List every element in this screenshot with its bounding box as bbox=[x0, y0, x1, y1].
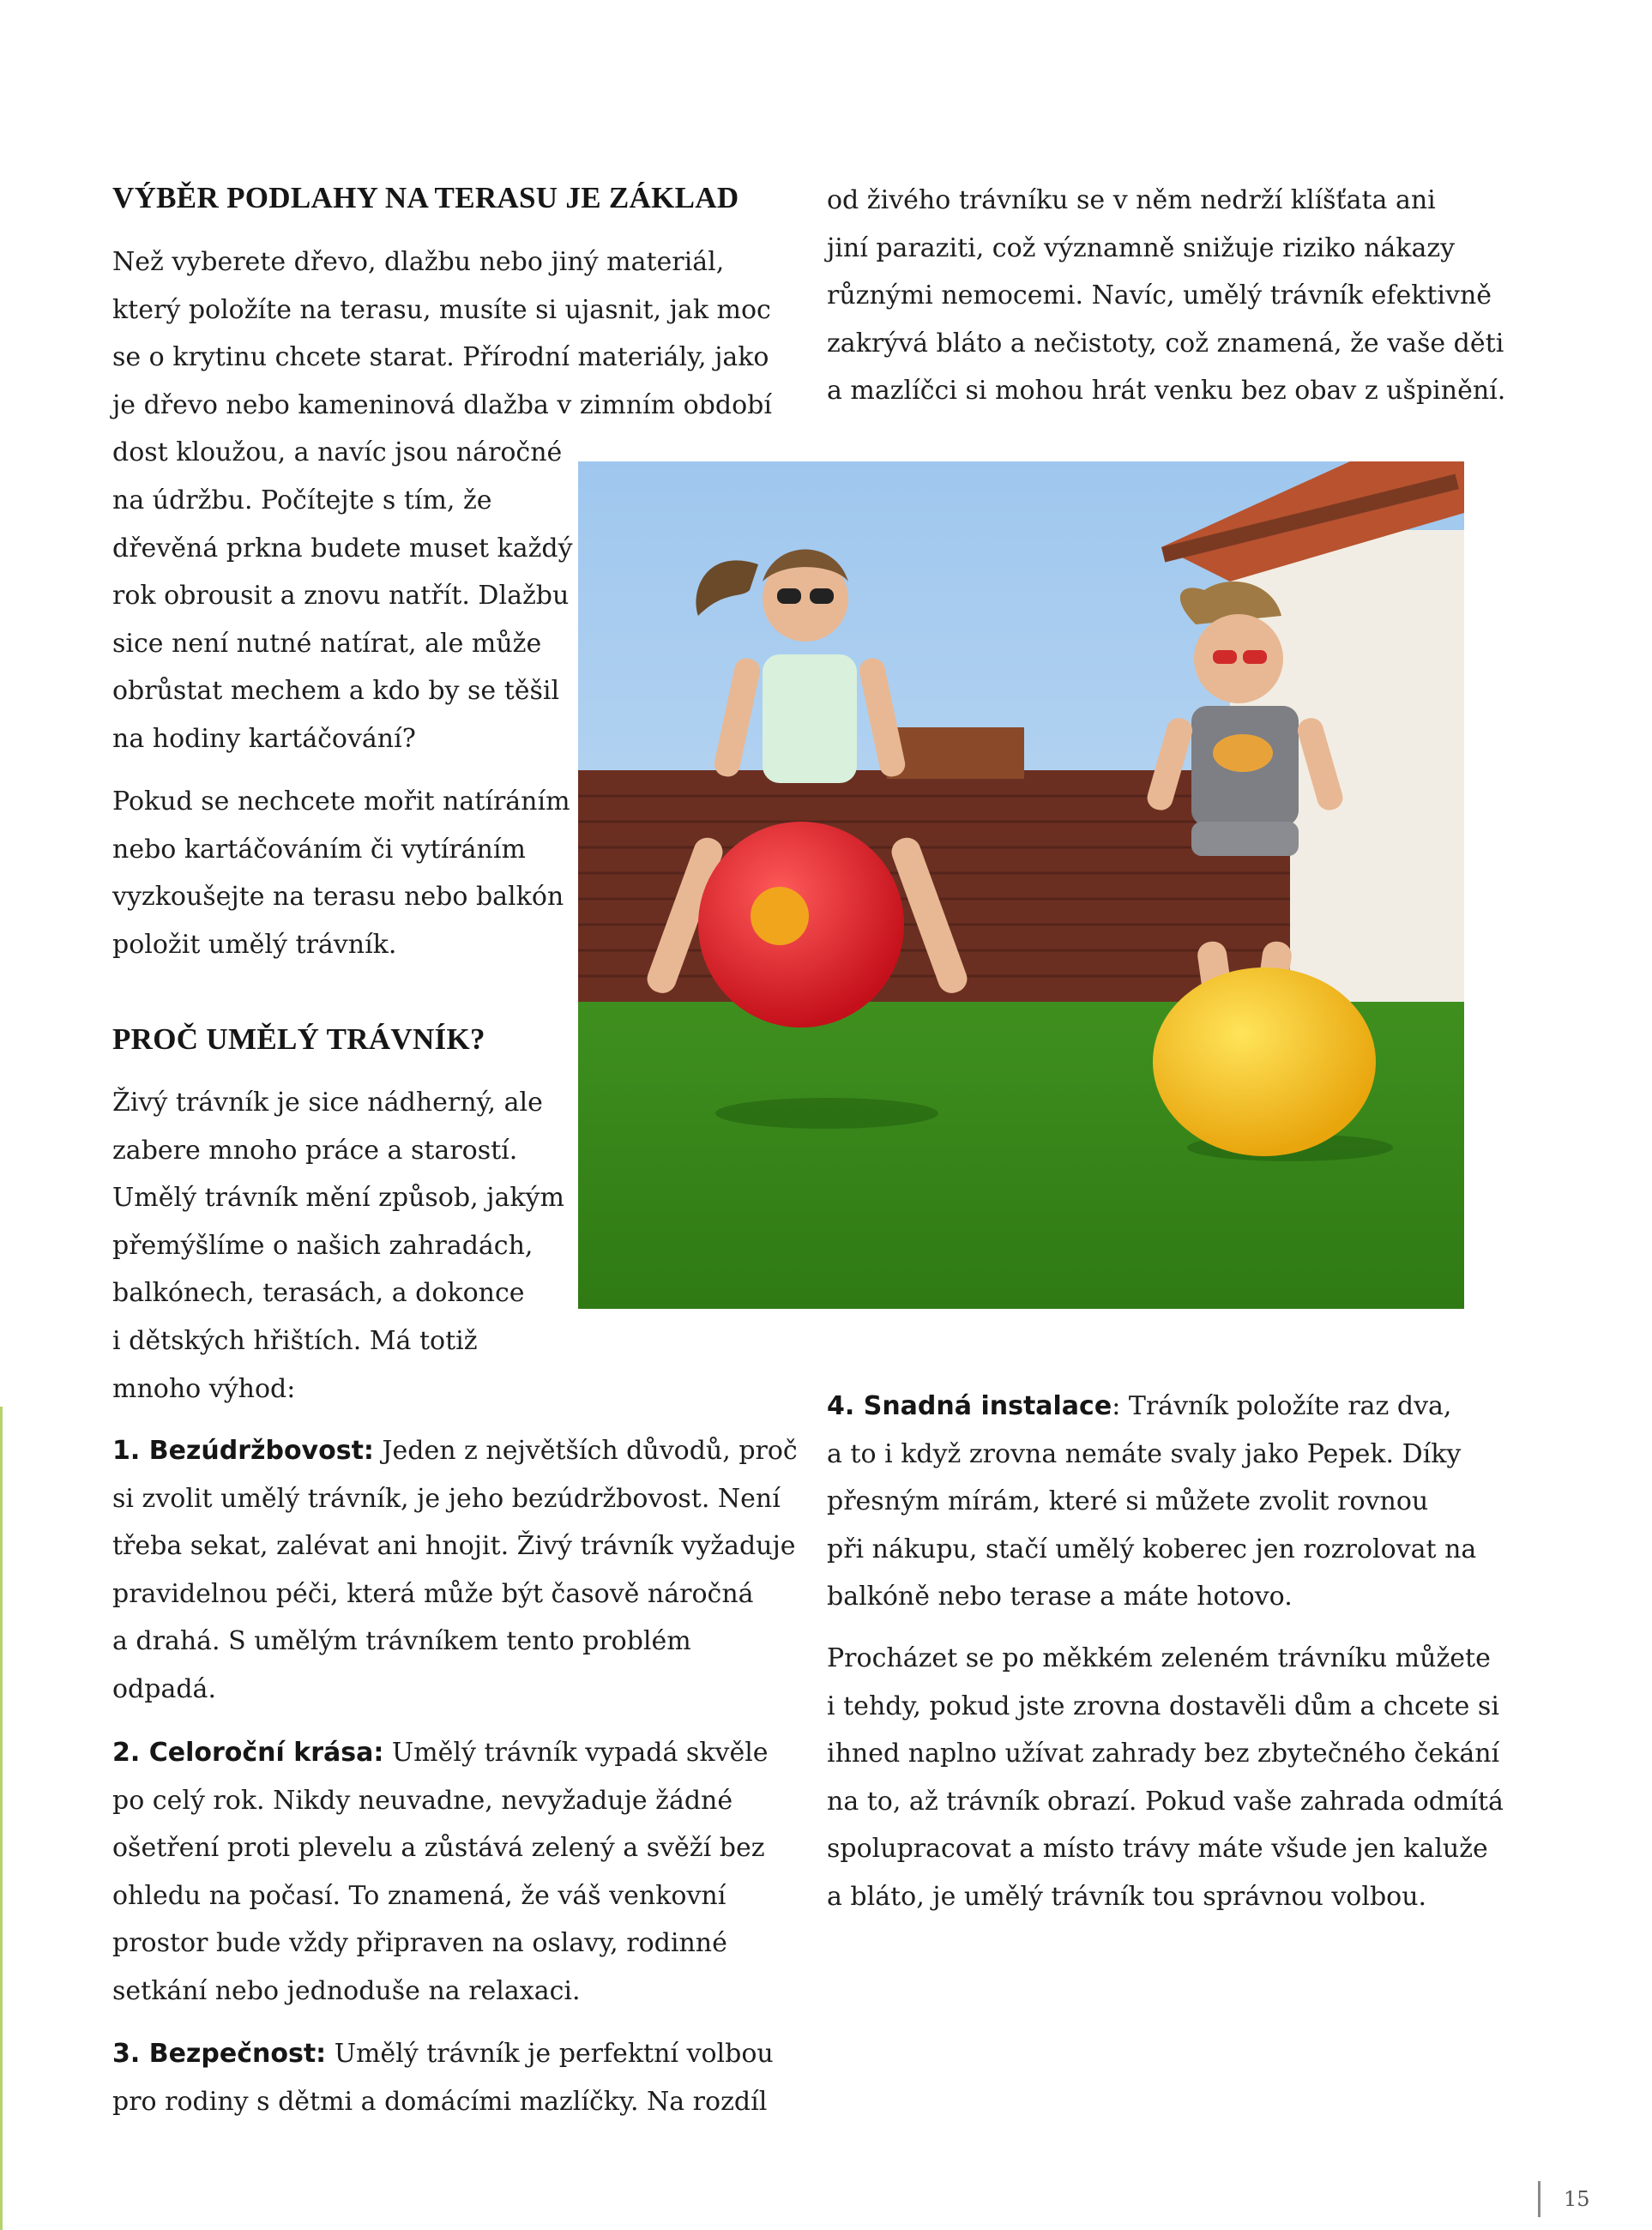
text-line: Pokud se nechcete mořit natíráním bbox=[112, 787, 570, 817]
text-line: a mazlíčci si mohou hrát venku bez obav z ušpinění. bbox=[827, 376, 1506, 407]
text-line: setkání nebo jednoduše na relaxaci. bbox=[112, 1975, 581, 2006]
text-line: při nákupu, stačí umělý koberec jen rozrolovat na bbox=[827, 1534, 1477, 1564]
benefit-lead: 3. Bezpečnost: bbox=[112, 2039, 327, 2069]
benefit-lead: 1. Bezúdržbovost: bbox=[112, 1436, 374, 1466]
text-line: od živého trávníku se v něm nedrží klíšťata ani bbox=[827, 185, 1436, 215]
text-line: vyzkoušejte na terasu nebo balkón bbox=[112, 882, 564, 913]
benefit-maintenance-free bbox=[112, 1427, 798, 1714]
why-paragraph bbox=[112, 1079, 564, 1413]
text-line: pro rodiny s dětmi a domácími mazlíčky. Na rozdíl bbox=[112, 2086, 768, 2117]
text-line: rok obrousit a znovu natřít. Dlažbu bbox=[112, 581, 570, 612]
text-line: různými nemocemi. Navíc, umělý trávník efektivně bbox=[827, 280, 1492, 311]
text-line: se o krytinu chcete starat. Přírodní materiály, jako bbox=[112, 342, 769, 373]
text-line: na údržbu. Počítejte s tím, že bbox=[112, 485, 492, 515]
text-line: sice není nutné natírat, ale může bbox=[112, 628, 542, 659]
page-number-divider bbox=[1538, 2181, 1540, 2217]
text-line: po celý rok. Nikdy neuvadne, nevyžaduje žádné bbox=[112, 1785, 733, 1816]
text-line: a drahá. S umělým trávníkem tento problém bbox=[112, 1626, 691, 1657]
text-line: mnoho výhod: bbox=[112, 1373, 296, 1404]
text-line: prostor bude vždy připraven na oslavy, rodinné bbox=[112, 1928, 727, 1959]
closing-paragraph bbox=[827, 1635, 1504, 1921]
text-line: třeba sekat, zalévat ani hnojit. Živý trávník vyžaduje bbox=[112, 1531, 796, 1562]
text-line: Živý trávník je sice nádherný, ale bbox=[112, 1088, 543, 1118]
text-line bbox=[112, 1729, 769, 1777]
text-line: i dětských hřištích. Má totiž bbox=[112, 1325, 478, 1356]
page-edge-accent-line bbox=[0, 1407, 3, 2230]
text-line: obrůstat mechem a kdo by se těšil bbox=[112, 676, 560, 707]
ball-cat-face bbox=[751, 887, 809, 945]
text-line: na hodiny kartáčování? bbox=[112, 723, 416, 754]
text-line: Procházet se po měkkém zeleném trávníku můžete bbox=[827, 1643, 1491, 1673]
text-line: dřevěná prkna budete muset každý bbox=[112, 533, 573, 564]
neighbor-house bbox=[887, 727, 1024, 779]
benefit-lead: 2. Celoroční krása: bbox=[112, 1738, 384, 1768]
text-line: jiní paraziti, což významně snižuje riziko nákazy bbox=[827, 232, 1456, 263]
section-heading-flooring: VÝBĚR PODLAHY NA TERASU JE ZÁKLAD bbox=[112, 181, 739, 214]
text-line: balkónech, terasách, a dokonce bbox=[112, 1278, 525, 1309]
text-line: ihned naplno užívat zahrady bez zbytečného čekání bbox=[827, 1739, 1500, 1769]
benefit-text: Umělý trávník je perfektní volbou bbox=[326, 2039, 774, 2069]
text-line: ohledu na počasí. To znamená, že váš venkovní bbox=[112, 1880, 727, 1911]
text-line: odpadá. bbox=[112, 1673, 216, 1704]
text-line: dost kloužou, a navíc jsou náročné bbox=[112, 437, 563, 468]
benefit-safety bbox=[112, 2030, 774, 2125]
text-line: a to i když zrovna nemáte svaly jako Pepek. Díky bbox=[827, 1438, 1462, 1469]
shadow bbox=[715, 1098, 938, 1129]
text-line bbox=[112, 1427, 798, 1475]
text-line: na to, až trávník obrazí. Pokud vaše zahrada odmítá bbox=[827, 1786, 1504, 1817]
photo-children-hopper-balls bbox=[578, 461, 1464, 1309]
benefit-text: : Trávník položíte raz dva, bbox=[1112, 1391, 1452, 1421]
benefit-year-round-beauty bbox=[112, 1729, 769, 2016]
text-line: přesným mírám, které si můžete zvolit rovnou bbox=[827, 1486, 1429, 1517]
benefit-text: Umělý trávník vypadá skvěle bbox=[383, 1738, 769, 1768]
text-line: zabere mnoho práce a starostí. bbox=[112, 1135, 518, 1166]
text-line: pravidelnou péči, která může být časově náročná bbox=[112, 1578, 754, 1609]
text-line: nebo kartáčováním či vytíráním bbox=[112, 834, 526, 865]
page-number: 15 bbox=[1564, 2187, 1590, 2211]
text-line: ošetření proti plevelu a zůstává zelený a svěží bez bbox=[112, 1833, 765, 1864]
text-line: balkóně nebo terase a máte hotovo. bbox=[827, 1582, 1293, 1612]
text-line: Umělý trávník mění způsob, jakým bbox=[112, 1183, 564, 1214]
section-heading-why-artificial-grass: PROČ UMĚLÝ TRÁVNÍK? bbox=[112, 1022, 485, 1056]
text-line: který položíte na terasu, musíte si ujasnit, jak moc bbox=[112, 294, 771, 325]
text-line: spolupracovat a místo trávy máte všude jen kaluže bbox=[827, 1834, 1488, 1865]
text-line: Než vyberete dřevo, dlažbu nebo jiný materiál, bbox=[112, 247, 725, 277]
try-artificial-grass-paragraph bbox=[112, 778, 570, 968]
text-line: je dřevo nebo kameninová dlažba v zimním období bbox=[112, 389, 772, 420]
benefit-safety-continued bbox=[827, 177, 1505, 415]
yellow-hopper-ball bbox=[1153, 967, 1376, 1156]
text-line: zakrývá bláto a nečistoty, což znamená, že vaše děti bbox=[827, 328, 1504, 359]
benefit-lead: 4. Snadná instalace bbox=[827, 1391, 1112, 1421]
benefit-easy-installation bbox=[827, 1383, 1476, 1621]
text-line bbox=[112, 2030, 774, 2078]
benefit-text: Jeden z největších důvodů, proč bbox=[373, 1436, 798, 1466]
text-line: přemýšlíme o našich zahradách, bbox=[112, 1230, 534, 1261]
photo-illustration bbox=[578, 461, 1464, 1309]
text-line: a bláto, je umělý trávník tou správnou volbou. bbox=[827, 1881, 1427, 1912]
text-line bbox=[827, 1383, 1476, 1431]
text-line: si zvolit umělý trávník, je jeho bezúdržbovost. Není bbox=[112, 1483, 781, 1514]
text-line: položit umělý trávník. bbox=[112, 929, 397, 960]
text-line: i tehdy, pokud jste zrovna dostavěli dům a chcete si bbox=[827, 1691, 1499, 1721]
